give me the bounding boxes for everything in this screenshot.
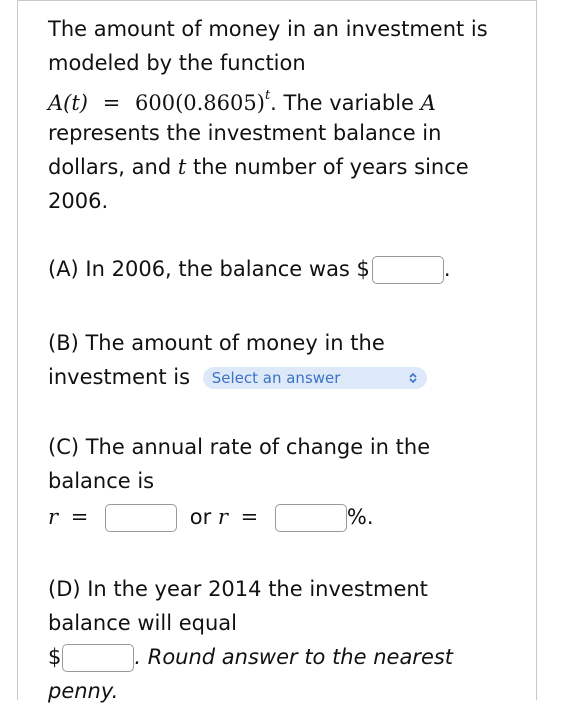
part-a-text: (A) In 2006, the balance was $ bbox=[48, 257, 370, 281]
part-c-line-3 bbox=[48, 500, 374, 534]
dollar-sign: $ bbox=[48, 645, 62, 669]
intro-text-4: represents the investment balance in bbox=[48, 121, 442, 145]
question-card bbox=[17, 0, 537, 703]
intro-line-2 bbox=[48, 46, 306, 80]
or-text: or bbox=[189, 505, 212, 529]
percent-sign: %. bbox=[346, 505, 374, 529]
select-chevron-icon bbox=[408, 367, 418, 389]
intro-text-6: 2006. bbox=[48, 189, 109, 213]
part-a-period: . bbox=[443, 257, 451, 281]
card-top-border bbox=[18, 0, 536, 1]
intro-line-4 bbox=[48, 116, 441, 150]
intro-text-5b: the number of years since bbox=[192, 155, 469, 179]
part-a bbox=[48, 252, 451, 286]
part-d-text-1: (D) In the year 2014 the investment bbox=[48, 577, 428, 601]
part-b-text-2: investment is bbox=[48, 365, 191, 389]
variable-a: A bbox=[420, 91, 436, 115]
part-c-text-2: balance is bbox=[48, 469, 155, 493]
intro-text-2: modeled by the function bbox=[48, 51, 306, 75]
rounding-hint: . Round answer to the nearest bbox=[134, 645, 454, 669]
balance-2006-input[interactable] bbox=[372, 256, 444, 284]
intro-text-5a: dollars, and bbox=[48, 155, 172, 179]
rate-decimal-input[interactable] bbox=[105, 504, 177, 532]
part-c-text-1: (C) The annual rate of change in the bbox=[48, 435, 431, 459]
formula-base: 600(0.8605) bbox=[134, 91, 265, 115]
part-b-text-1: (B) The amount of money in the bbox=[48, 331, 385, 355]
part-d-line-4 bbox=[48, 674, 118, 708]
select-placeholder: Select an answer bbox=[211, 369, 341, 387]
intro-text-1: The amount of money in an investment is bbox=[48, 17, 488, 41]
intro-text-3: . The variable bbox=[270, 91, 414, 115]
rounding-hint-end: penny. bbox=[48, 679, 119, 703]
part-d-line-1 bbox=[48, 572, 428, 606]
part-c-line-2 bbox=[48, 464, 154, 498]
rate-percent-input[interactable] bbox=[275, 504, 347, 532]
part-b-line-1 bbox=[48, 326, 385, 360]
formula-equals: = bbox=[102, 91, 121, 115]
intro-line-3 bbox=[48, 82, 436, 120]
r-equals: = bbox=[70, 505, 89, 529]
intro-line-1 bbox=[48, 12, 488, 46]
r-label: r bbox=[48, 505, 59, 529]
part-c-line-1 bbox=[48, 430, 430, 464]
balance-2014-input[interactable] bbox=[62, 644, 134, 672]
r-label-2: r bbox=[217, 505, 228, 529]
intro-line-6 bbox=[48, 184, 108, 218]
formula-exponent: t bbox=[264, 88, 271, 103]
growth-decay-select[interactable] bbox=[203, 367, 427, 389]
r-equals-2: = bbox=[240, 505, 259, 529]
formula-lhs: A(t) bbox=[48, 91, 88, 115]
part-d-line-3 bbox=[48, 640, 453, 674]
part-d-line-2 bbox=[48, 606, 237, 640]
variable-t: t bbox=[177, 155, 187, 179]
part-d-text-2: balance will equal bbox=[48, 611, 237, 635]
intro-line-5 bbox=[48, 150, 469, 184]
part-b-line-2 bbox=[48, 360, 427, 394]
